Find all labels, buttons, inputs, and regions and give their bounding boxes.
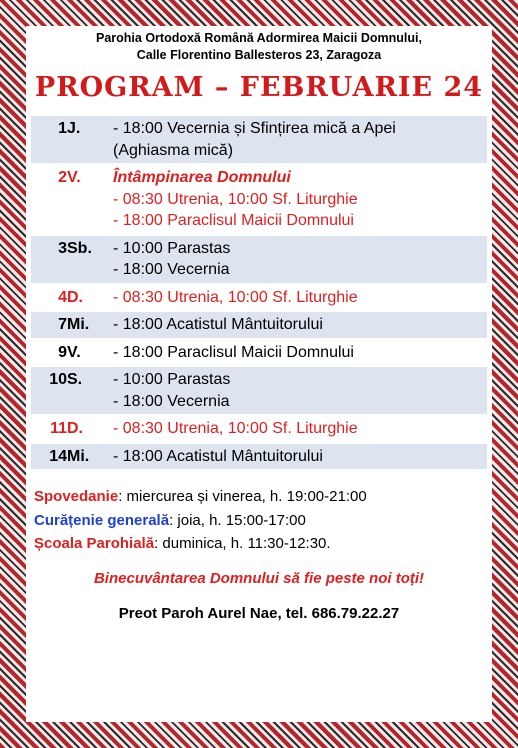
day-number: 14 xyxy=(31,443,67,471)
day-of-week: Mi. xyxy=(67,311,113,339)
priest-contact: Preot Paroh Aurel Nae, tel. 686.79.22.27 xyxy=(118,604,400,622)
table-row xyxy=(31,284,487,312)
event-line: - 18:00 Acatistul Mântuitorului xyxy=(113,316,323,333)
confession-label: Spovedanie xyxy=(34,488,119,505)
day-number: 3 xyxy=(31,235,67,284)
day-number: 1 xyxy=(31,115,67,164)
event-cell xyxy=(113,415,487,443)
schedule-table xyxy=(31,114,487,471)
event-line: - 10:00 Parastas xyxy=(113,371,231,388)
event-cell xyxy=(113,164,487,235)
day-number: 10 xyxy=(31,366,67,415)
event-line: (Aghiasma mică) xyxy=(113,141,234,159)
page-title: PROGRAM – FEBRUARIE 24 xyxy=(34,72,484,103)
table-row xyxy=(31,339,487,367)
event-cell xyxy=(113,443,487,471)
event-line: - 08:30 Utrenia, 10:00 Sf. Liturghie xyxy=(113,420,358,437)
table-row xyxy=(31,443,487,471)
day-number: 7 xyxy=(31,311,67,339)
cleaning-info xyxy=(34,509,492,533)
parish-address: Calle Florentino Ballesteros 23, Zaragoza xyxy=(136,48,382,62)
cleaning-text: : joia, h. 15:00-17:00 xyxy=(169,511,306,529)
event-line: - 18:00 Paraclisul Maicii Domnului xyxy=(113,212,354,229)
confession-info xyxy=(34,485,492,509)
event-line: - 08:30 Utrenia, 10:00 Sf. Liturghie xyxy=(113,190,358,208)
table-row xyxy=(31,115,487,164)
school-label: Școala Parohială xyxy=(34,535,155,552)
day-number: 11 xyxy=(31,415,67,443)
day-number: 4 xyxy=(31,284,67,312)
day-of-week: D. xyxy=(67,415,113,443)
school-text: : duminica, h. 11:30-12:30. xyxy=(154,535,331,552)
day-of-week: V. xyxy=(67,339,113,367)
table-row xyxy=(31,366,487,415)
parish-header xyxy=(26,30,492,64)
feast-name: Întâmpinarea Domnului xyxy=(113,169,291,186)
blessing-text: Binecuvântarea Domnului să fie peste noi toți! xyxy=(93,569,425,587)
day-of-week: Sb. xyxy=(67,235,113,284)
day-of-week: D. xyxy=(67,284,113,312)
event-line: - 18:00 Vecernia xyxy=(113,392,230,410)
day-of-week: Mi. xyxy=(67,443,113,471)
event-cell xyxy=(113,366,487,415)
event-line: - 18:00 Acatistul Mântuitorului xyxy=(113,447,323,465)
table-row xyxy=(31,164,487,235)
flyer xyxy=(26,26,492,722)
cleaning-label: Curățenie generală xyxy=(34,511,170,529)
day-number: 9 xyxy=(31,339,67,367)
event-cell xyxy=(113,235,487,284)
day-of-week: S. xyxy=(67,366,113,415)
table-row xyxy=(31,311,487,339)
day-of-week: J. xyxy=(67,115,113,164)
table-row xyxy=(31,235,487,284)
day-number: 2 xyxy=(31,164,67,235)
event-line: - 18:00 Paraclisul Maicii Domnului xyxy=(113,343,354,361)
event-line: - 10:00 Parastas xyxy=(113,239,231,257)
event-line: - 18:00 Vecernia și Sfințirea mică a Apei xyxy=(113,120,396,137)
day-of-week: V. xyxy=(67,164,113,235)
confession-text: : miercurea și vinerea, h. 19:00-21:00 xyxy=(118,488,367,505)
event-cell xyxy=(113,284,487,312)
event-line: - 18:00 Vecernia xyxy=(113,261,230,278)
school-info xyxy=(34,532,492,556)
parish-name: Parohia Ortodoxă Română Adormirea Maicii Domnului, xyxy=(96,31,422,45)
info-section xyxy=(34,485,492,556)
event-line: - 08:30 Utrenia, 10:00 Sf. Liturghie xyxy=(113,288,358,306)
table-row xyxy=(31,415,487,443)
event-cell xyxy=(113,311,487,339)
event-cell xyxy=(113,339,487,367)
event-cell xyxy=(113,115,487,164)
